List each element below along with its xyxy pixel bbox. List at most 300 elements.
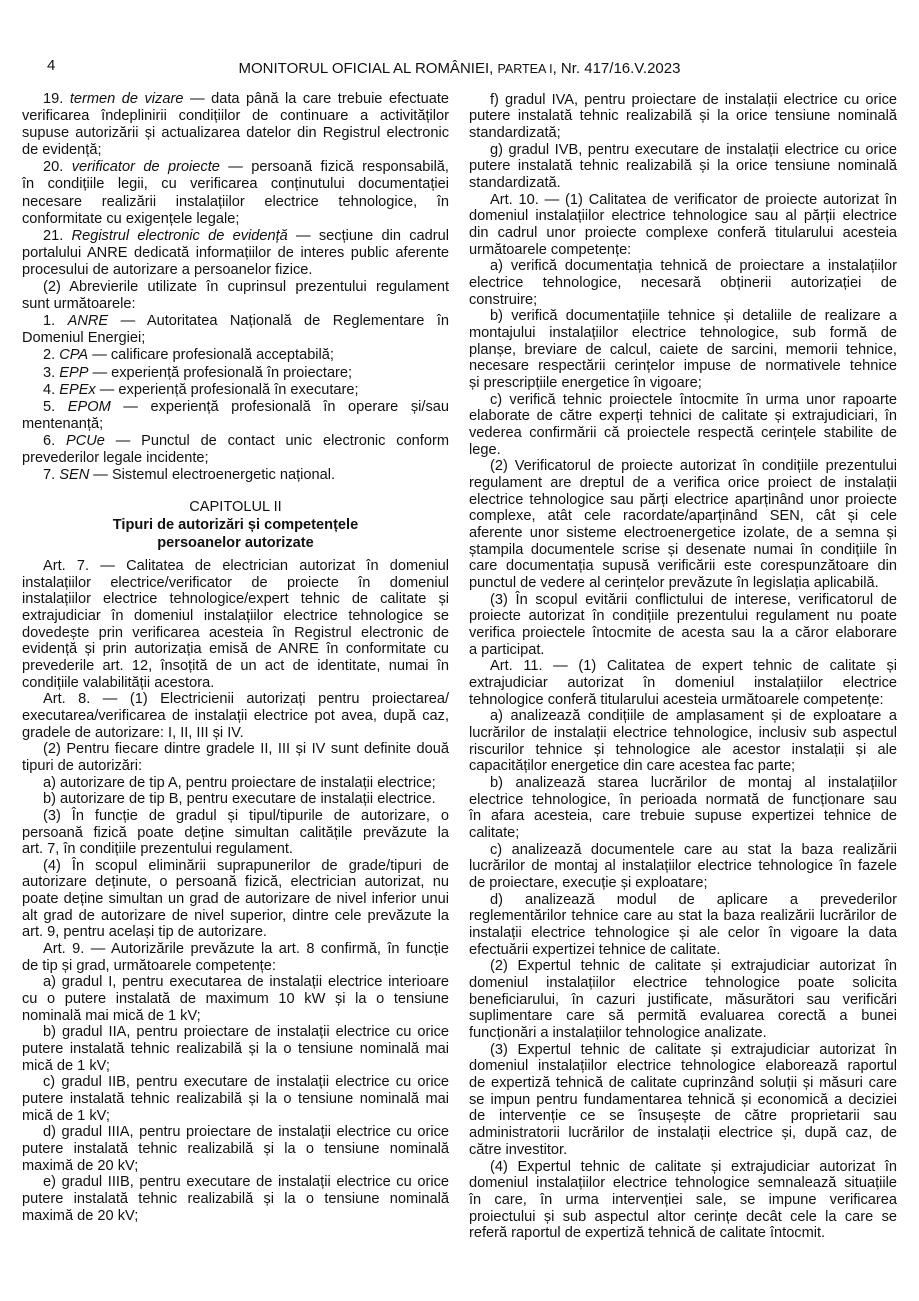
text-line <box>469 442 897 459</box>
text-line <box>22 399 449 416</box>
paragraph <box>469 842 897 892</box>
line-text: c) verifică tehnic proiectele întocmite în urma unor rapoarte <box>490 391 897 408</box>
text-line <box>22 296 449 313</box>
line-text: (3) În funcție de gradul și tipul/tipurile de autorizare, o <box>43 807 449 824</box>
line-text: necesare realizării instalațiilor electrice tehnologice, în <box>22 193 449 210</box>
paragraph <box>22 382 449 399</box>
text-line <box>469 1125 897 1142</box>
text-line <box>22 858 449 875</box>
line-text: b) autorizare de tip B, pentru executare de instalații electrice. <box>43 791 436 808</box>
text-line <box>469 342 897 359</box>
text-line <box>469 492 897 509</box>
text-line <box>469 458 897 475</box>
line-text: a) gradul I, pentru executarea de instalații electrice interioare <box>43 974 449 991</box>
defined-term: Registrul electronic de evidență <box>71 227 288 244</box>
paragraph <box>469 308 897 391</box>
line-text: următoarele competențe: <box>469 241 632 258</box>
line-text: b) verifică documentațiile tehnice și detaliile de realizare a <box>490 308 897 325</box>
text-line <box>469 392 897 409</box>
paragraph <box>22 159 449 227</box>
line-text: mentenanță; <box>22 415 104 432</box>
text-line <box>22 194 449 211</box>
text-line <box>22 608 449 625</box>
paragraph <box>22 1024 449 1074</box>
line-text: aferente unor sisteme electroenergetice izolate, de a semna și <box>469 524 897 541</box>
line-text: (2) Verificatorul de proiecte autorizat în condițiile prezentului <box>490 458 897 475</box>
text-line <box>22 641 449 658</box>
line-text: nominală mai mică de 1 kV; <box>22 1007 201 1024</box>
text-line <box>469 842 897 859</box>
left-column-definitions <box>22 91 449 484</box>
text-line <box>22 450 449 467</box>
line-text: montajului instalațiilor electrice tehnologice, sub formă de <box>469 324 897 341</box>
line-text: lege. <box>469 441 501 458</box>
line-text: portalului ANRE dedicată informațiilor de interes public aferente <box>22 244 449 261</box>
line-text: Art. 9. — Autorizările prevăzute la art. 8 confirmă, în funcție <box>43 941 449 958</box>
paragraph <box>22 974 449 1024</box>
line-text: standardizată; <box>469 124 561 141</box>
text-line <box>22 1208 449 1225</box>
text-line <box>22 1008 449 1025</box>
text-line <box>22 245 449 262</box>
text-line <box>469 275 897 292</box>
item-number: 6. <box>43 432 66 449</box>
line-text: — data până la care trebuie efectuate <box>183 91 449 107</box>
line-text: în care, în urma intervenției sale, se impune verificarea <box>469 1191 897 1208</box>
paragraph <box>22 775 449 792</box>
item-number: 2. <box>43 347 60 364</box>
line-text: în afara acesteia, care trebuie supuse expertizei tehnice de <box>469 808 897 825</box>
text-line <box>22 1174 449 1191</box>
line-text: extrajudiciar în domeniul instalațiilor electrice tehnologice se <box>22 607 449 624</box>
text-line <box>469 475 897 492</box>
text-line <box>469 608 897 625</box>
page-number: 4 <box>47 57 56 74</box>
line-text: — secțiune din cadrul <box>287 227 449 244</box>
text-line <box>22 382 449 399</box>
line-text: a participat. <box>469 641 545 658</box>
line-text: maximă de 20 kV; <box>22 1207 139 1224</box>
paragraph <box>22 691 449 741</box>
paragraph <box>469 592 897 659</box>
left-column-articles <box>22 558 449 1224</box>
item-number: 20. <box>43 159 72 176</box>
line-text: referă raportul de expertiză tehnică de calitate întocmit. <box>469 1225 826 1242</box>
text-line <box>469 1008 897 1025</box>
line-text: administratorii lucrărilor de instalații electrice și, după caz, de <box>469 1125 897 1142</box>
text-line <box>22 708 449 725</box>
paragraph <box>22 347 449 364</box>
paragraph <box>22 399 449 433</box>
text-line <box>22 991 449 1008</box>
line-text: tipuri de autorizări: <box>22 757 143 774</box>
text-line <box>22 974 449 991</box>
line-text: de evidență; <box>22 142 102 159</box>
text-line <box>22 725 449 742</box>
text-line <box>469 542 897 559</box>
paragraph <box>469 958 897 1041</box>
line-text: condițiile valabilității acestora. <box>22 674 215 691</box>
line-text: planșe, breviare de calcul, caiete de sarcini, memorii tehnice, <box>469 341 897 358</box>
line-text: capacităților energetice din care acestea fac parte; <box>469 758 796 775</box>
line-text: b) analizează starea lucrărilor de montaj al instalațiilor <box>490 775 897 792</box>
line-text: sunt următoarele: <box>22 296 136 313</box>
text-line <box>22 1108 449 1125</box>
paragraph <box>469 92 897 142</box>
text-line <box>22 758 449 775</box>
text-line <box>469 825 897 842</box>
line-text: (3) Expertul tehnic de calitate și extrajudiciar autorizat în <box>490 1041 897 1058</box>
text-line <box>469 642 897 659</box>
text-line <box>22 658 449 675</box>
line-text: mică de 1 kV; <box>22 1057 110 1074</box>
paragraph <box>22 741 449 774</box>
line-text: se impun pentru fundamentarea tehnică și economică a deciziei <box>469 1091 897 1108</box>
text-line <box>469 908 897 925</box>
line-text: instalațiilor electrice tehnologice/expert tehnic de calitate și <box>22 591 449 608</box>
header-title: MONITORUL OFICIAL AL ROMÂNIEI, <box>238 60 498 77</box>
text-line <box>22 675 449 692</box>
text-line <box>469 875 897 892</box>
line-text: Art. 10. — (1) Calitatea de verificator de proiecte autorizat în <box>490 191 897 208</box>
text-line <box>469 1042 897 1059</box>
text-line <box>22 908 449 925</box>
text-line <box>469 625 897 642</box>
line-text: de expertiză tehnică de calitate cuprinzând soluții și măsuri care <box>469 1075 897 1092</box>
line-text: — experiență profesională în executare; <box>95 381 359 398</box>
text-line <box>22 125 449 142</box>
text-line <box>22 558 449 575</box>
text-line <box>469 592 897 609</box>
text-line <box>469 1175 897 1192</box>
text-line <box>469 742 897 759</box>
line-text: persoană fizică poate deține simultan calitățile prevăzute la <box>22 824 449 841</box>
text-line <box>469 1209 897 1226</box>
defined-term: SEN <box>59 467 90 484</box>
line-text: gradele de autorizare: I, II, III și IV. <box>22 724 244 741</box>
paragraph <box>22 1174 449 1224</box>
text-line <box>469 558 897 575</box>
text-line <box>469 1225 897 1242</box>
paragraph <box>22 558 449 691</box>
paragraph <box>22 1074 449 1124</box>
item-number: 19. <box>43 91 70 107</box>
line-text: g) gradul IVB, pentru executare de instalații electrice cu orice <box>490 141 897 158</box>
text-line <box>469 208 897 225</box>
line-text: regulament are dreptul de a verifica orice proiect de instalații <box>469 474 897 491</box>
line-text: funcționări a instalațiilor tehnologice analizate. <box>469 1025 767 1042</box>
defined-term: EPP <box>59 364 89 381</box>
line-text: domeniul instalațiilor electrice tehnologice elaborează raportul <box>469 1058 897 1075</box>
text-line <box>22 1141 449 1158</box>
paragraph <box>469 258 897 308</box>
paragraph <box>469 775 897 842</box>
line-text: (2) Abrevierile utilizate în cuprinsul prezentului regulament <box>43 279 449 296</box>
line-text: Art. 7. — Calitatea de electrician autorizat în domeniul <box>43 558 449 574</box>
line-text: (3) În scopul evitării conflictului de interese, verificatorul de <box>490 591 897 608</box>
text-line <box>22 941 449 958</box>
header-issue: , Nr. 417/16.V.2023 <box>552 60 681 77</box>
line-text: putere instalată tehnic realizabilă și la o tensiune nominală <box>22 1140 449 1157</box>
text-line <box>469 525 897 542</box>
line-text: Domeniul Energiei; <box>22 330 146 347</box>
line-text: Art. 8. — (1) Electricienii autorizați pentru proiectarea/ <box>43 691 449 708</box>
line-text: suplimentare care să permită evaluarea corectă a bunei <box>469 1008 897 1025</box>
text-line <box>22 262 449 279</box>
text-line <box>469 408 897 425</box>
line-text: — Autoritatea Națională de Reglementare în <box>108 313 449 330</box>
line-text: instalații electrice tehnologice și ale celor în vigoare la data <box>469 925 897 942</box>
line-text: construire; <box>469 291 538 308</box>
chapter-label: CAPITOLUL II <box>189 499 282 515</box>
text-line <box>469 758 897 775</box>
line-text: efectuării expertizei tehnice de calitate. <box>469 941 721 958</box>
item-number: 1. <box>43 313 68 330</box>
line-text: în condițiile legii, cu verificarea conținutului documentației <box>22 176 449 193</box>
paragraph <box>22 313 449 347</box>
line-text: conformitate cu exigențele legale; <box>22 210 240 227</box>
line-text: reglementărilor tehnice care au stat la baza realizării lucrărilor de <box>469 908 897 925</box>
line-text: autorizare deținute, o persoană fizică, electrician autorizat, nu <box>22 874 449 891</box>
line-text: punctul de vedere al cerințelor prevăzute în legislația aplicabilă. <box>469 574 879 591</box>
text-line <box>22 958 449 975</box>
text-line <box>22 1191 449 1208</box>
text-line <box>22 108 449 125</box>
text-line <box>22 1124 449 1141</box>
text-line <box>469 242 897 259</box>
chapter-title <box>22 516 449 552</box>
line-text: — calificare profesională acceptabilă; <box>88 347 334 364</box>
line-text: electrice tehnologice sau părți electrice aparținând unor proiecte <box>469 491 897 508</box>
line-text: standardizată. <box>469 174 561 191</box>
line-text: f) gradul IVA, pentru proiectare de instalații electrice cu orice <box>490 91 897 108</box>
line-text: ștampila documentele scrise și desenate numai în condițiile în <box>469 541 897 558</box>
line-text: de proiectare, execuție și exploatare; <box>469 875 708 892</box>
line-text: tehnologice conferă titularului acesteia următoarele competențe: <box>469 691 884 708</box>
line-text: executarea/verificarea de instalații electrice pot avea, după caz, <box>22 707 449 724</box>
line-text: d) analizează modul de aplicare a prevederilor <box>490 891 897 908</box>
line-text: a) verifică documentația tehnică de proiectare a instalațiilor <box>490 258 897 275</box>
text-line <box>469 792 897 809</box>
defined-term: EPEx <box>59 381 96 398</box>
paragraph <box>22 91 449 159</box>
line-text: riscurilor tehnice și tehnologice ale acestor instalații și ale <box>469 741 897 758</box>
line-text: c) gradul IIB, pentru executare de instalații electrice cu orice <box>43 1074 449 1091</box>
line-text: e) gradul IIIB, pentru executare de instalații electrice cu orice <box>43 1174 449 1191</box>
text-line <box>469 658 897 675</box>
line-text: art. 9, pentru același tip de autorizare. <box>22 924 267 941</box>
text-line <box>469 225 897 242</box>
text-line <box>469 158 897 175</box>
line-text: mică de 1 kV; <box>22 1107 110 1124</box>
text-line <box>469 108 897 125</box>
paragraph <box>22 433 449 467</box>
chapter-title-line: persoanelor autorizate <box>157 535 314 551</box>
item-number: 3. <box>43 364 60 381</box>
paragraph <box>22 365 449 382</box>
line-text: — persoană fizică responsabilă, <box>219 159 449 176</box>
text-line <box>22 924 449 941</box>
line-text: dovedește prin verificarea acesteia în Registrul electronic de <box>22 624 449 641</box>
text-line <box>469 292 897 309</box>
paragraph <box>469 392 897 459</box>
defined-term: ANRE <box>67 313 109 330</box>
paragraph <box>22 858 449 941</box>
text-line <box>469 1075 897 1092</box>
text-line <box>22 625 449 642</box>
paragraph <box>469 142 897 192</box>
text-line <box>22 775 449 792</box>
paragraph <box>469 1042 897 1159</box>
defined-term: CPA <box>59 347 89 364</box>
text-line <box>469 942 897 959</box>
line-text: de intervenție ce se însușește de către proprietarii sau <box>469 1108 897 1125</box>
line-text: (2) Pentru fiecare dintre gradele II, III și IV sunt definite două <box>43 741 449 758</box>
text-line <box>22 347 449 364</box>
line-text: electrice tehnologice, în perioada normată de funcționare sau <box>469 791 897 808</box>
header-part: PARTEA I <box>497 62 553 76</box>
text-line <box>22 313 449 330</box>
text-line <box>22 1041 449 1058</box>
text-line <box>22 228 449 245</box>
publication-header <box>0 60 919 77</box>
paragraph <box>22 279 449 313</box>
paragraph <box>469 192 897 259</box>
text-line <box>469 125 897 142</box>
text-line <box>469 325 897 342</box>
text-line <box>22 874 449 891</box>
defined-term: PCUe <box>65 432 105 449</box>
text-line <box>469 675 897 692</box>
right-column-articles <box>469 92 897 1242</box>
line-text: de tip și grad, următoarele competențe: <box>22 957 276 974</box>
line-text: verificarea îndeplinirii condițiilor de continuare a activităților <box>22 108 449 125</box>
text-line <box>22 1091 449 1108</box>
line-text: din cadrul unor proiecte complexe conferă titularului acesteia <box>469 224 897 241</box>
text-line <box>469 1192 897 1209</box>
line-text: care documentația supusă verificării este corespunzătoare din <box>469 558 897 575</box>
line-text: elaborate de către experți tehnici de calitate și extrajudiciari, în <box>469 408 897 425</box>
text-line <box>469 708 897 725</box>
text-line <box>469 892 897 909</box>
line-text: Art. 11. — (1) Calitatea de expert tehnic de calitate și <box>490 658 897 675</box>
line-text: beneficiarului, în cazuri justificate, măsurători sau verificări <box>469 991 897 1008</box>
line-text: putere instalată tehnic realizabilă și la o tensiune nominală mai <box>22 1041 449 1058</box>
text-line <box>469 258 897 275</box>
text-line <box>469 725 897 742</box>
line-text: și prescripțiile energetice în vigoare; <box>469 374 702 391</box>
line-text: cu o putere instalată de maximum 10 kW și la o tensiune <box>22 991 449 1008</box>
text-line <box>469 175 897 192</box>
line-text: calitate; <box>469 825 520 842</box>
text-line <box>469 92 897 109</box>
line-text: verifica proiectele întocmite de acesta sau la a căror elaborare <box>469 625 897 641</box>
paragraph <box>22 941 449 974</box>
text-line <box>22 142 449 159</box>
chapter-title-line: Tipuri de autorizări și competențele <box>112 517 359 533</box>
text-line <box>22 1074 449 1091</box>
line-text: (4) Expertul tehnic de calitate și extrajudiciar autorizat în <box>490 1158 897 1175</box>
text-line <box>22 575 449 592</box>
line-text: procesului de autorizare a persoanelor fizice. <box>22 261 313 278</box>
text-line <box>469 1108 897 1125</box>
text-line <box>22 791 449 808</box>
text-line <box>22 365 449 382</box>
text-line <box>469 992 897 1009</box>
text-line <box>469 192 897 209</box>
text-line <box>469 975 897 992</box>
text-line <box>469 508 897 525</box>
text-line <box>22 91 449 108</box>
item-number: 21. <box>43 227 72 244</box>
text-line <box>469 358 897 375</box>
text-line <box>469 1142 897 1159</box>
text-line <box>22 1058 449 1075</box>
text-line <box>469 692 897 709</box>
line-text: (4) În scopul eliminării suprapunerilor de grade/tipuri de <box>43 857 449 874</box>
text-line <box>22 467 449 484</box>
line-text: vederea confirmării că proiectele respectă cerințele stabilite de <box>469 424 897 441</box>
paragraph <box>22 791 449 808</box>
paragraph <box>469 458 897 591</box>
line-text: lucrărilor de montaj al instalațiilor electrice tehnologice în fazele <box>469 858 897 875</box>
text-line <box>22 433 449 450</box>
text-line <box>22 841 449 858</box>
text-line <box>469 308 897 325</box>
line-text: b) gradul IIA, pentru proiectare de instalații electrice cu orice <box>43 1024 449 1041</box>
text-line <box>469 958 897 975</box>
text-line <box>22 691 449 708</box>
defined-term: termen de vizare <box>69 91 184 107</box>
line-text: extrajudiciar autorizat în domeniul instalațiilor electrice <box>469 675 897 692</box>
line-text: domeniul instalațiilor electrice tehnologice sau al părții electrice <box>469 208 897 225</box>
text-line <box>22 279 449 296</box>
paragraph <box>22 808 449 858</box>
text-line <box>22 891 449 908</box>
line-text: prevederilor legale incidente; <box>22 449 209 466</box>
text-line <box>469 1058 897 1075</box>
line-text: a) analizează condițiile de amplasament și de exploatare a <box>490 708 897 725</box>
text-line <box>469 1025 897 1042</box>
text-line <box>22 330 449 347</box>
line-text: putere instalată tehnic realizabilă și la o tensiune nominală mai <box>22 1091 449 1107</box>
text-line <box>469 142 897 159</box>
text-line <box>22 416 449 433</box>
paragraph <box>469 892 897 959</box>
line-text: proiecte autorizat în condițiile prezentului regulament nu poate <box>469 608 897 625</box>
defined-term: verificator de proiecte <box>71 159 220 176</box>
line-text: complexe, atât cele racordate/aparținând SEN, cât și cele <box>469 508 897 525</box>
item-number: 5. <box>43 398 68 415</box>
line-text: d) gradul IIIA, pentru proiectare de instalații electrice cu orice <box>43 1124 449 1141</box>
text-line <box>22 741 449 758</box>
line-text: (2) Expertul tehnic de calitate și extrajudiciar autorizat în <box>490 958 897 975</box>
text-line <box>22 211 449 228</box>
defined-term: EPOM <box>67 398 111 415</box>
item-number: 7. <box>43 467 60 484</box>
text-line <box>22 1158 449 1175</box>
text-line <box>469 775 897 792</box>
text-line <box>469 425 897 442</box>
text-line <box>469 375 897 392</box>
text-line <box>469 858 897 875</box>
line-text: putere instalată tehnic realizabilă și la orice tensiune nominală <box>469 108 897 125</box>
text-line <box>22 825 449 842</box>
line-text: domeniul instalațiilor electrice tehnologice semnalează situațiile <box>469 1175 897 1192</box>
line-text: — experiență profesională în operare și/sau <box>110 398 449 415</box>
text-line <box>22 1024 449 1041</box>
line-text: — Sistemul electroenergetic național. <box>89 467 336 484</box>
